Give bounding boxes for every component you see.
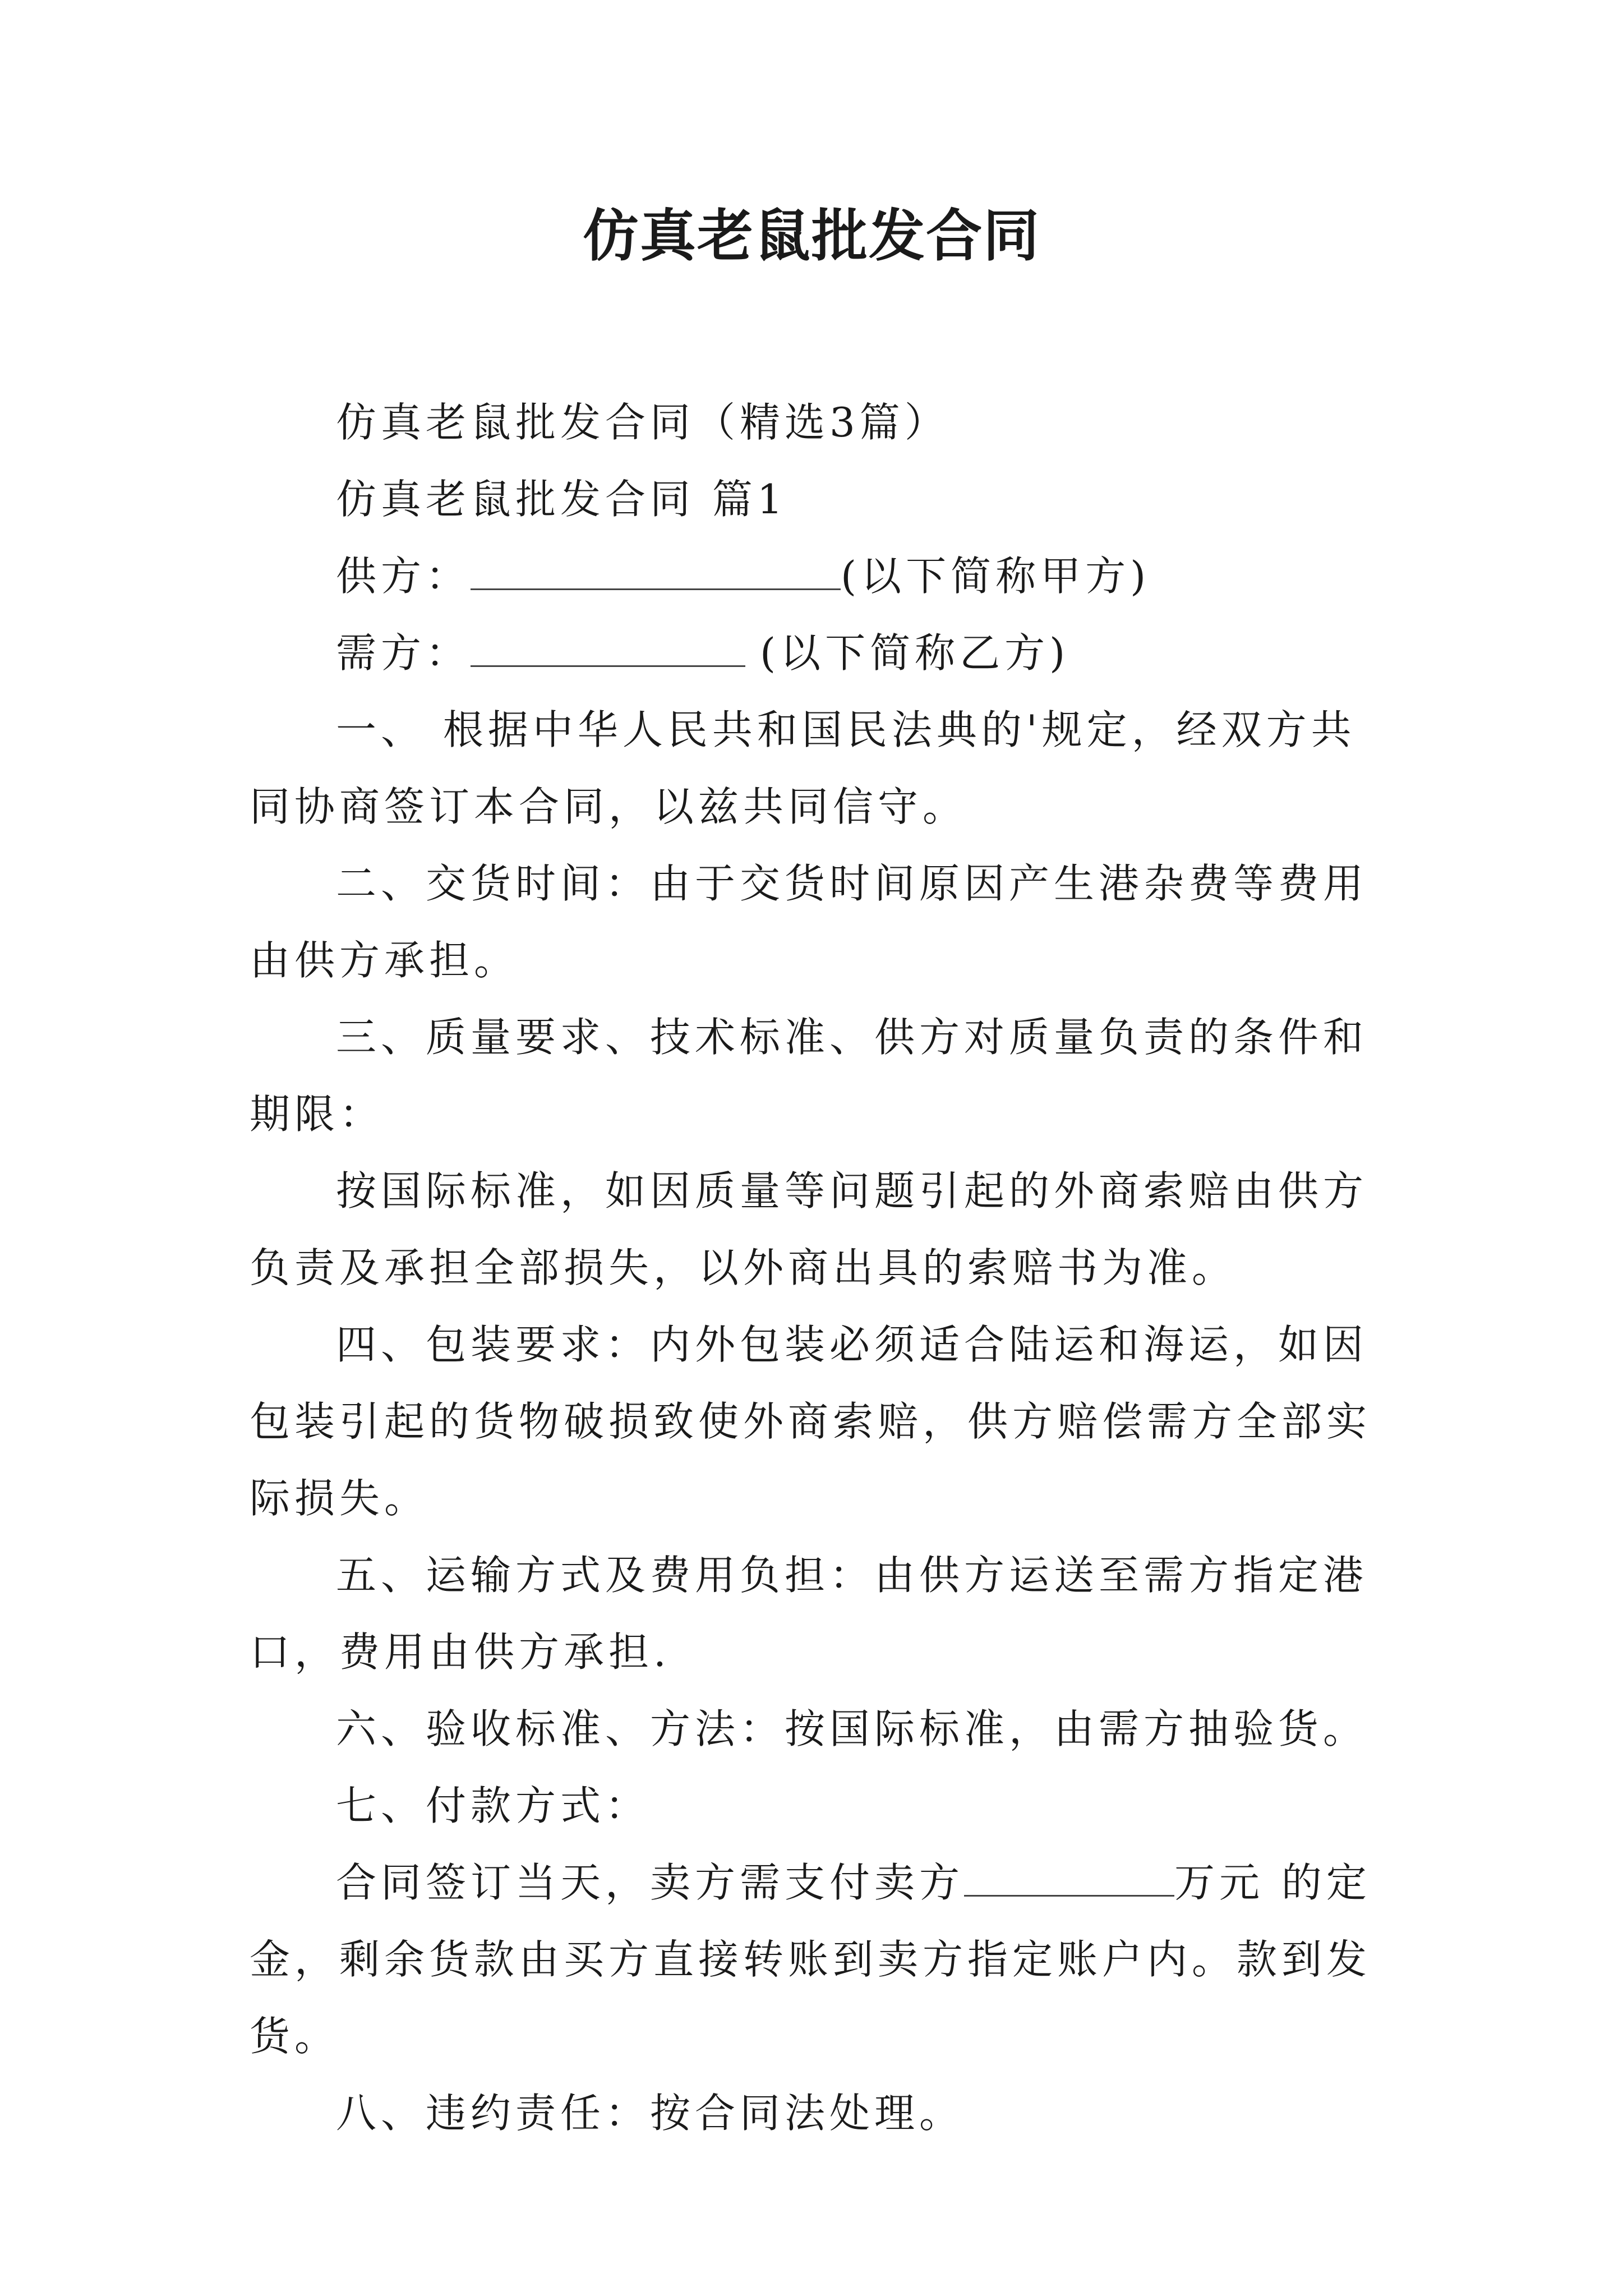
deposit-blank[interactable] (964, 1860, 1174, 1897)
payment-terms (250, 1844, 1391, 2075)
clause-5: 五、运输方式及费用负担：由供方运送至需方指定港口，费用由供方承担. (250, 1552, 1368, 1676)
clause-1: 一、 根据中华人民共和国民法典的'规定，经双方共同协商签订本合同，以兹共同信守。 (250, 706, 1356, 830)
section-heading: 仿真老鼠批发合同 篇1 (336, 476, 787, 523)
supplier-blank[interactable] (471, 554, 841, 590)
clause-2: 二、交货时间：由于交货时间原因产生港杂费等费用由供方承担。 (250, 860, 1368, 984)
supplier-label: 供方： (336, 553, 471, 600)
document-title: 仿真老鼠批发合同 (583, 203, 1040, 269)
supplier-line (250, 538, 1391, 615)
buyer-suffix: (以下简称乙方) (760, 629, 1070, 677)
buyer-line (250, 615, 1391, 692)
clause-7: 七、付款方式： (336, 1782, 651, 1829)
supplier-suffix: (以下简称甲方) (841, 553, 1151, 600)
clause-3-detail: 按国际标准，如因质量等问题引起的外商索赔由供方负责及承担全部损失，以外商出具的索赔书为准。 (250, 1167, 1368, 1291)
document-body (250, 384, 1391, 2152)
buyer-label: 需方： (336, 629, 471, 677)
buyer-blank[interactable] (471, 631, 745, 667)
clause-6: 六、验收标准、方法：按国际标准，由需方抽验货。 (336, 1705, 1368, 1752)
payment-suffix: 万元 的定金，剩余货款由买方直接转账到卖方指定账户内。款到发货。 (250, 1859, 1372, 2060)
clause-8: 八、违约责任：按合同法处理。 (336, 2090, 965, 2137)
clause-3: 三、质量要求、技术标准、供方对质量负责的条件和期限： (250, 1014, 1368, 1138)
clause-4: 四、包装要求：内外包装必须适合陆运和海运，如因包装引起的货物破损致使外商索赔，供方赔偿需方全部实际损失。 (250, 1321, 1372, 1522)
subtitle: 仿真老鼠批发合同（精选3篇） (336, 399, 949, 446)
payment-prefix: 合同签订当天，卖方需支付卖方 (336, 1859, 965, 1906)
